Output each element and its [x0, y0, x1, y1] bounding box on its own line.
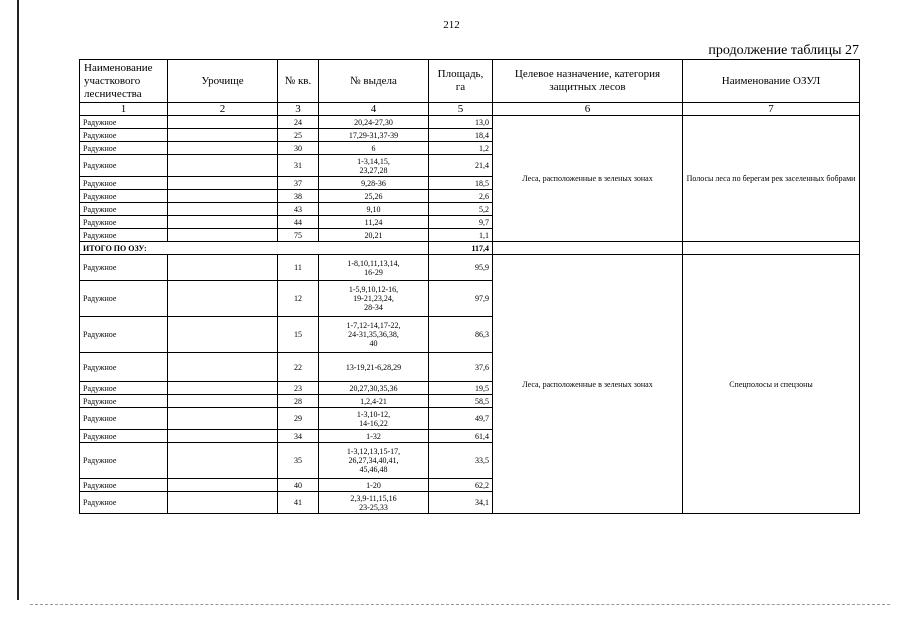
plot-numbers-cell	[319, 492, 429, 514]
forestry-cell: Радужное	[80, 492, 168, 514]
forestry-cell: Радужное	[80, 116, 168, 129]
plot-numbers-line: 2,3,9-11,15,16	[350, 493, 397, 503]
table-body	[80, 116, 860, 514]
forestry-cell: Радужное	[80, 281, 168, 317]
plot-numbers-line: 19-21,23,24,	[353, 294, 394, 303]
plot-numbers-line: 23,27,28	[359, 165, 388, 175]
header-ozul: Наименование ОЗУЛ	[683, 60, 860, 103]
empty-cell	[683, 242, 860, 255]
ozul-name-cell: Спецполосы и спецзоны	[683, 255, 860, 514]
tract-cell	[168, 408, 278, 430]
column-number-row	[80, 103, 860, 116]
tract-cell	[168, 216, 278, 229]
quarter-cell: 40	[278, 479, 319, 492]
quarter-cell: 31	[278, 155, 319, 177]
plot-numbers-cell	[319, 395, 429, 408]
header-area: Площадь, га	[429, 60, 493, 103]
plot-numbers-line: 40	[369, 339, 378, 348]
column-number: 5	[429, 103, 493, 116]
area-cell: 95,9	[429, 255, 493, 281]
header-forestry: Наименование участкового лесничества	[80, 60, 168, 103]
plot-numbers-cell	[319, 177, 429, 190]
tract-cell	[168, 177, 278, 190]
plot-numbers-line: 20,21	[364, 230, 383, 240]
quarter-cell: 35	[278, 443, 319, 479]
purpose-cell: Леса, расположенные в зеленых зонах	[493, 255, 683, 514]
forestry-cell: Радужное	[80, 216, 168, 229]
plot-numbers-cell	[319, 281, 429, 317]
tract-cell	[168, 281, 278, 317]
scan-bottom-line	[30, 604, 890, 605]
plot-numbers-line: 24-31,35,36,38,	[348, 330, 399, 339]
quarter-cell: 41	[278, 492, 319, 514]
plot-numbers-line: 20,24-27,30	[354, 117, 393, 127]
area-cell: 49,7	[429, 408, 493, 430]
plot-numbers-cell	[319, 353, 429, 382]
total-row	[80, 242, 860, 255]
quarter-cell: 38	[278, 190, 319, 203]
tract-cell	[168, 155, 278, 177]
total-value: 117,4	[429, 242, 493, 255]
plot-numbers-cell	[319, 116, 429, 129]
plot-numbers-line: 45,46,48	[359, 465, 388, 474]
quarter-cell: 43	[278, 203, 319, 216]
total-label: ИТОГО ПО ОЗУ:	[80, 242, 429, 255]
table-row	[80, 255, 860, 281]
tract-cell	[168, 353, 278, 382]
plot-numbers-line: 25,26	[364, 191, 383, 201]
forestry-cell: Радужное	[80, 155, 168, 177]
area-cell: 21,4	[429, 155, 493, 177]
area-cell: 5,2	[429, 203, 493, 216]
plot-numbers-cell	[319, 129, 429, 142]
forestry-cell: Радужное	[80, 479, 168, 492]
header-quarter: № кв.	[278, 60, 319, 103]
table-continuation-caption: продолжение таблицы 27	[708, 43, 859, 58]
plot-numbers-cell	[319, 155, 429, 177]
area-cell: 37,6	[429, 353, 493, 382]
page-number: 212	[443, 19, 460, 31]
forestry-cell: Радужное	[80, 255, 168, 281]
forestry-cell: Радужное	[80, 317, 168, 353]
tract-cell	[168, 129, 278, 142]
forestry-cell: Радужное	[80, 129, 168, 142]
tract-cell	[168, 190, 278, 203]
area-cell: 1,1	[429, 229, 493, 242]
area-cell: 97,9	[429, 281, 493, 317]
tract-cell	[168, 255, 278, 281]
plot-numbers-line: 26,27,34,40,41,	[348, 456, 399, 465]
plot-numbers-line: 1-3,12,13,15-17,	[346, 447, 401, 456]
area-cell: 13,0	[429, 116, 493, 129]
header-tract: Урочище	[168, 60, 278, 103]
area-cell: 34,1	[429, 492, 493, 514]
area-cell: 9,7	[429, 216, 493, 229]
plot-numbers-line: 1-5,9,10,12-16,	[348, 285, 399, 294]
plot-numbers-line: 1-32	[366, 431, 381, 441]
plot-numbers-line: 17,29-31,37-39	[348, 130, 399, 140]
plot-numbers-cell	[319, 479, 429, 492]
column-number: 2	[168, 103, 278, 116]
plot-numbers-line: 1-7,12-14,17-22,	[346, 321, 401, 330]
quarter-cell: 29	[278, 408, 319, 430]
area-cell: 18,4	[429, 129, 493, 142]
header-row	[80, 60, 860, 103]
tract-cell	[168, 317, 278, 353]
plot-numbers-line: 14-16,22	[359, 418, 388, 428]
tract-cell	[168, 116, 278, 129]
plot-numbers-cell	[319, 216, 429, 229]
plot-numbers-line: 1-3,10-12,	[356, 409, 391, 419]
tract-cell	[168, 492, 278, 514]
scan-edge-line	[17, 0, 19, 600]
tract-cell	[168, 479, 278, 492]
column-number: 4	[319, 103, 429, 116]
area-cell: 18,5	[429, 177, 493, 190]
forestry-cell: Радужное	[80, 229, 168, 242]
area-cell: 58,5	[429, 395, 493, 408]
area-cell: 86,3	[429, 317, 493, 353]
quarter-cell: 24	[278, 116, 319, 129]
plot-numbers-line: 9,28-36	[361, 178, 386, 188]
tract-cell	[168, 229, 278, 242]
forestry-cell: Радужное	[80, 203, 168, 216]
header-plots: № выдела	[319, 60, 429, 103]
quarter-cell: 75	[278, 229, 319, 242]
area-cell: 61,4	[429, 430, 493, 443]
forestry-cell: Радужное	[80, 395, 168, 408]
forestry-cell: Радужное	[80, 443, 168, 479]
plot-numbers-line: 28-34	[364, 303, 383, 312]
forestry-cell: Радужное	[80, 190, 168, 203]
plot-numbers-cell	[319, 203, 429, 216]
plot-numbers-line: 1-8,10,11,13,14,	[347, 258, 400, 268]
ozul-name-cell: Полосы леса по берегам рек заселенных бобрами	[683, 116, 860, 242]
forestry-cell: Радужное	[80, 142, 168, 155]
purpose-cell: Леса, расположенные в зеленых зонах	[493, 116, 683, 242]
header-purpose: Целевое назначение, категория защитных лесов	[493, 60, 683, 103]
plot-numbers-cell	[319, 142, 429, 155]
quarter-cell: 23	[278, 382, 319, 395]
tract-cell	[168, 382, 278, 395]
tract-cell	[168, 203, 278, 216]
plot-numbers-cell	[319, 382, 429, 395]
column-number: 7	[683, 103, 860, 116]
tract-cell	[168, 430, 278, 443]
area-cell: 33,5	[429, 443, 493, 479]
tract-cell	[168, 142, 278, 155]
quarter-cell: 37	[278, 177, 319, 190]
quarter-cell: 22	[278, 353, 319, 382]
column-number: 6	[493, 103, 683, 116]
plot-numbers-cell	[319, 430, 429, 443]
plot-numbers-cell	[319, 229, 429, 242]
plot-numbers-cell	[319, 408, 429, 430]
plot-numbers-line: 16-29	[364, 267, 383, 277]
plot-numbers-cell	[319, 255, 429, 281]
quarter-cell: 25	[278, 129, 319, 142]
empty-cell	[493, 242, 683, 255]
forestry-cell: Радужное	[80, 353, 168, 382]
forestry-cell: Радужное	[80, 430, 168, 443]
plot-numbers-line: 1,2,4-21	[360, 396, 387, 406]
tract-cell	[168, 443, 278, 479]
plot-numbers-line: 1-3,14,15,	[357, 156, 390, 166]
column-number: 1	[80, 103, 168, 116]
area-cell: 1,2	[429, 142, 493, 155]
quarter-cell: 12	[278, 281, 319, 317]
plot-numbers-line: 20,27,30,35,36	[349, 383, 398, 393]
plot-numbers-line: 9,10	[366, 204, 381, 214]
plot-numbers-line: 11,24	[364, 217, 383, 227]
quarter-cell: 11	[278, 255, 319, 281]
quarter-cell: 30	[278, 142, 319, 155]
plot-numbers-line: 6	[371, 143, 376, 153]
quarter-cell: 34	[278, 430, 319, 443]
plot-numbers-cell	[319, 190, 429, 203]
plot-numbers-cell	[319, 317, 429, 353]
forestry-cell: Радужное	[80, 408, 168, 430]
forest-plots-table	[79, 59, 860, 514]
area-cell: 62,2	[429, 479, 493, 492]
plot-numbers-line: 13-19,21-6,28,29	[345, 362, 402, 372]
quarter-cell: 44	[278, 216, 319, 229]
quarter-cell: 28	[278, 395, 319, 408]
table-row	[80, 116, 860, 129]
column-number: 3	[278, 103, 319, 116]
area-cell: 2,6	[429, 190, 493, 203]
area-cell: 19,5	[429, 382, 493, 395]
plot-numbers-line: 23-25,33	[359, 502, 388, 512]
plot-numbers-line: 1-20	[366, 480, 381, 490]
tract-cell	[168, 395, 278, 408]
forestry-cell: Радужное	[80, 382, 168, 395]
plot-numbers-cell	[319, 443, 429, 479]
forestry-cell: Радужное	[80, 177, 168, 190]
quarter-cell: 15	[278, 317, 319, 353]
